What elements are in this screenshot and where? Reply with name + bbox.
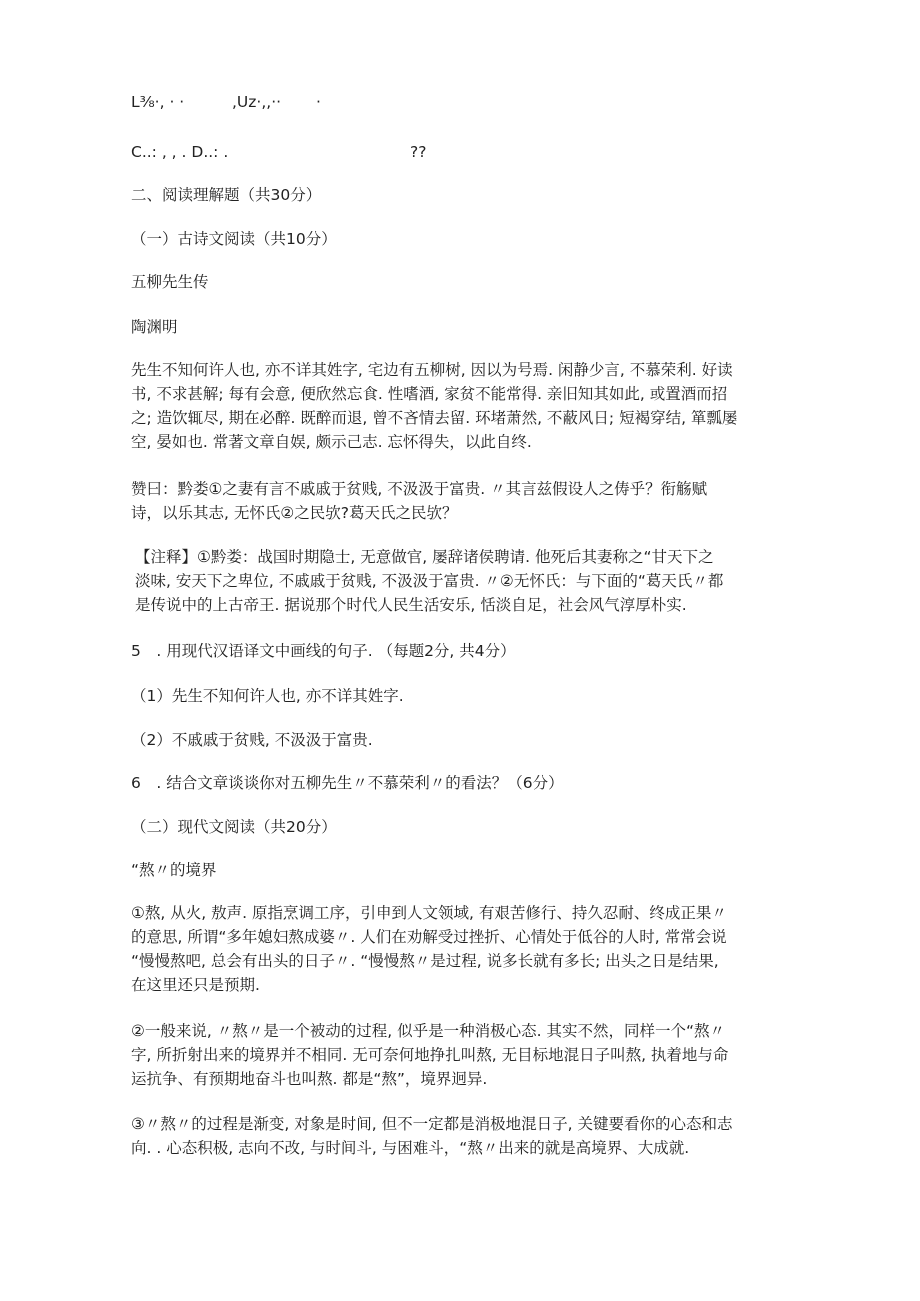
- text-line: 是传说中的上古帝王. 据说那个时代人民生活安乐, 恬淡自足，社会风气淳厚朴实.: [135, 596, 687, 614]
- question-6: 6 . 结合文章谈谈你对五柳先生〃不慕荣利〃的看法？（6分）: [131, 774, 564, 792]
- section-heading: 二、阅读理解题（共30分）: [131, 186, 322, 204]
- text-line: 【注释】①黔娄：战国时期隐士, 无意做官, 屡辞诸侯聘请. 他死后其妻称之“甘天下之: [135, 548, 714, 566]
- text-line: 淡味, 安天下之卑位, 不戚戚于贫贱, 不汲汲于富贵. 〃②无怀氏：与下面的“葛天氏〃都: [135, 572, 724, 590]
- text-line: 书, 不求甚解; 每有会意, 便欣然忘食. 性嗜酒, 家贫不能常得. 亲旧知其如此, 或置酒而招: [131, 385, 728, 403]
- question-5: 5 . 用现代汉语译文中画线的句子. （每题2分, 共4分）: [131, 642, 516, 660]
- text-line: 赞曰：黔娄①之妻有言不戚戚于贫贱, 不汲汲于富贵. 〃其言兹假设人之俦乎？衔觞赋: [131, 480, 708, 498]
- option-row-2-b: ??: [410, 143, 427, 161]
- essay-paragraph-2: [131, 1019, 796, 1091]
- text-line: 空, 晏如也. 常著文章自娱, 颇示己志. 忘怀得失，以此自终.: [131, 433, 532, 451]
- poem-title: 五柳先生传: [131, 273, 209, 291]
- text-line: 的意思, 所谓“多年媳妇熬成婆〃. 人们在劝解受过挫折、心情处于低谷的人时, 常常会说: [131, 928, 727, 946]
- text-line: ①熬, 从火, 敖声. 原指烹调工序，引申到人文领域, 有艰苦修行、持久忍耐、终成正果〃: [131, 904, 727, 922]
- text-line: 先生不知何许人也, 亦不详其姓字, 宅边有五柳树, 因以为号焉. 闲静少言, 不慕荣利. 好读: [131, 361, 733, 379]
- subsection-heading-modern: （二）现代文阅读（共20分）: [131, 818, 337, 836]
- subsection-heading-classical: （一）古诗文阅读（共10分）: [131, 230, 337, 248]
- text-line: “慢慢熬吧, 总会有出头的日子〃. “慢慢熬〃是过程, 说多长就有多长; 出头之日是结果,: [131, 952, 719, 970]
- essay-paragraph-1: [131, 901, 796, 997]
- option-row-2-a: C..: , , . D..: .: [131, 143, 229, 161]
- text-line: 在这里还只是预期.: [131, 976, 260, 994]
- classical-text: [131, 358, 796, 454]
- text-line: ②一般来说, 〃熬〃是一个被动的过程, 似乎是一种消极心态. 其实不然，同样一个“熬〃: [131, 1022, 725, 1040]
- option-row-1-b: ,Uz·,,··: [232, 93, 282, 111]
- option-row-1-c: ·: [316, 93, 321, 111]
- text-line: 之; 造饮辄尽, 期在必醉. 既醉而退, 曾不吝情去留. 环堵萧然, 不蔽风日; 短褐穿结, 箪瓢屡: [131, 409, 738, 427]
- poem-author: 陶渊明: [131, 318, 178, 336]
- text-line: 运抗争、有预期地奋斗也叫熬. 都是“熬”，境界迥异.: [131, 1070, 488, 1088]
- annotation-paragraph: [135, 545, 800, 617]
- zan-paragraph: [131, 477, 796, 525]
- essay-paragraph-3: [131, 1112, 796, 1160]
- question-5-2: （2）不戚戚于贫贱, 不汲汲于富贵.: [131, 731, 373, 749]
- text-line: ③〃熬〃的过程是渐变, 对象是时间, 但不一定都是消极地混日子, 关键要看你的心态和志: [131, 1115, 733, 1133]
- text-line: 字, 所折射出来的境界并不相同. 无可奈何地挣扎叫熬, 无目标地混日子叫熬, 执着地与命: [131, 1046, 729, 1064]
- question-5-1: （1）先生不知何许人也, 亦不详其姓字.: [131, 687, 404, 705]
- text-line: 诗，以乐其志, 无怀氏②之民欤?葛天氏之民欤？: [131, 504, 458, 522]
- essay-title: “熬〃的境界: [131, 861, 217, 879]
- option-row-1-a: L⅜·, · ·: [131, 93, 185, 111]
- text-line: 向. . 心态积极, 志向不改, 与时间斗, 与困难斗，“熬〃出来的就是高境界、大成就.: [131, 1139, 690, 1157]
